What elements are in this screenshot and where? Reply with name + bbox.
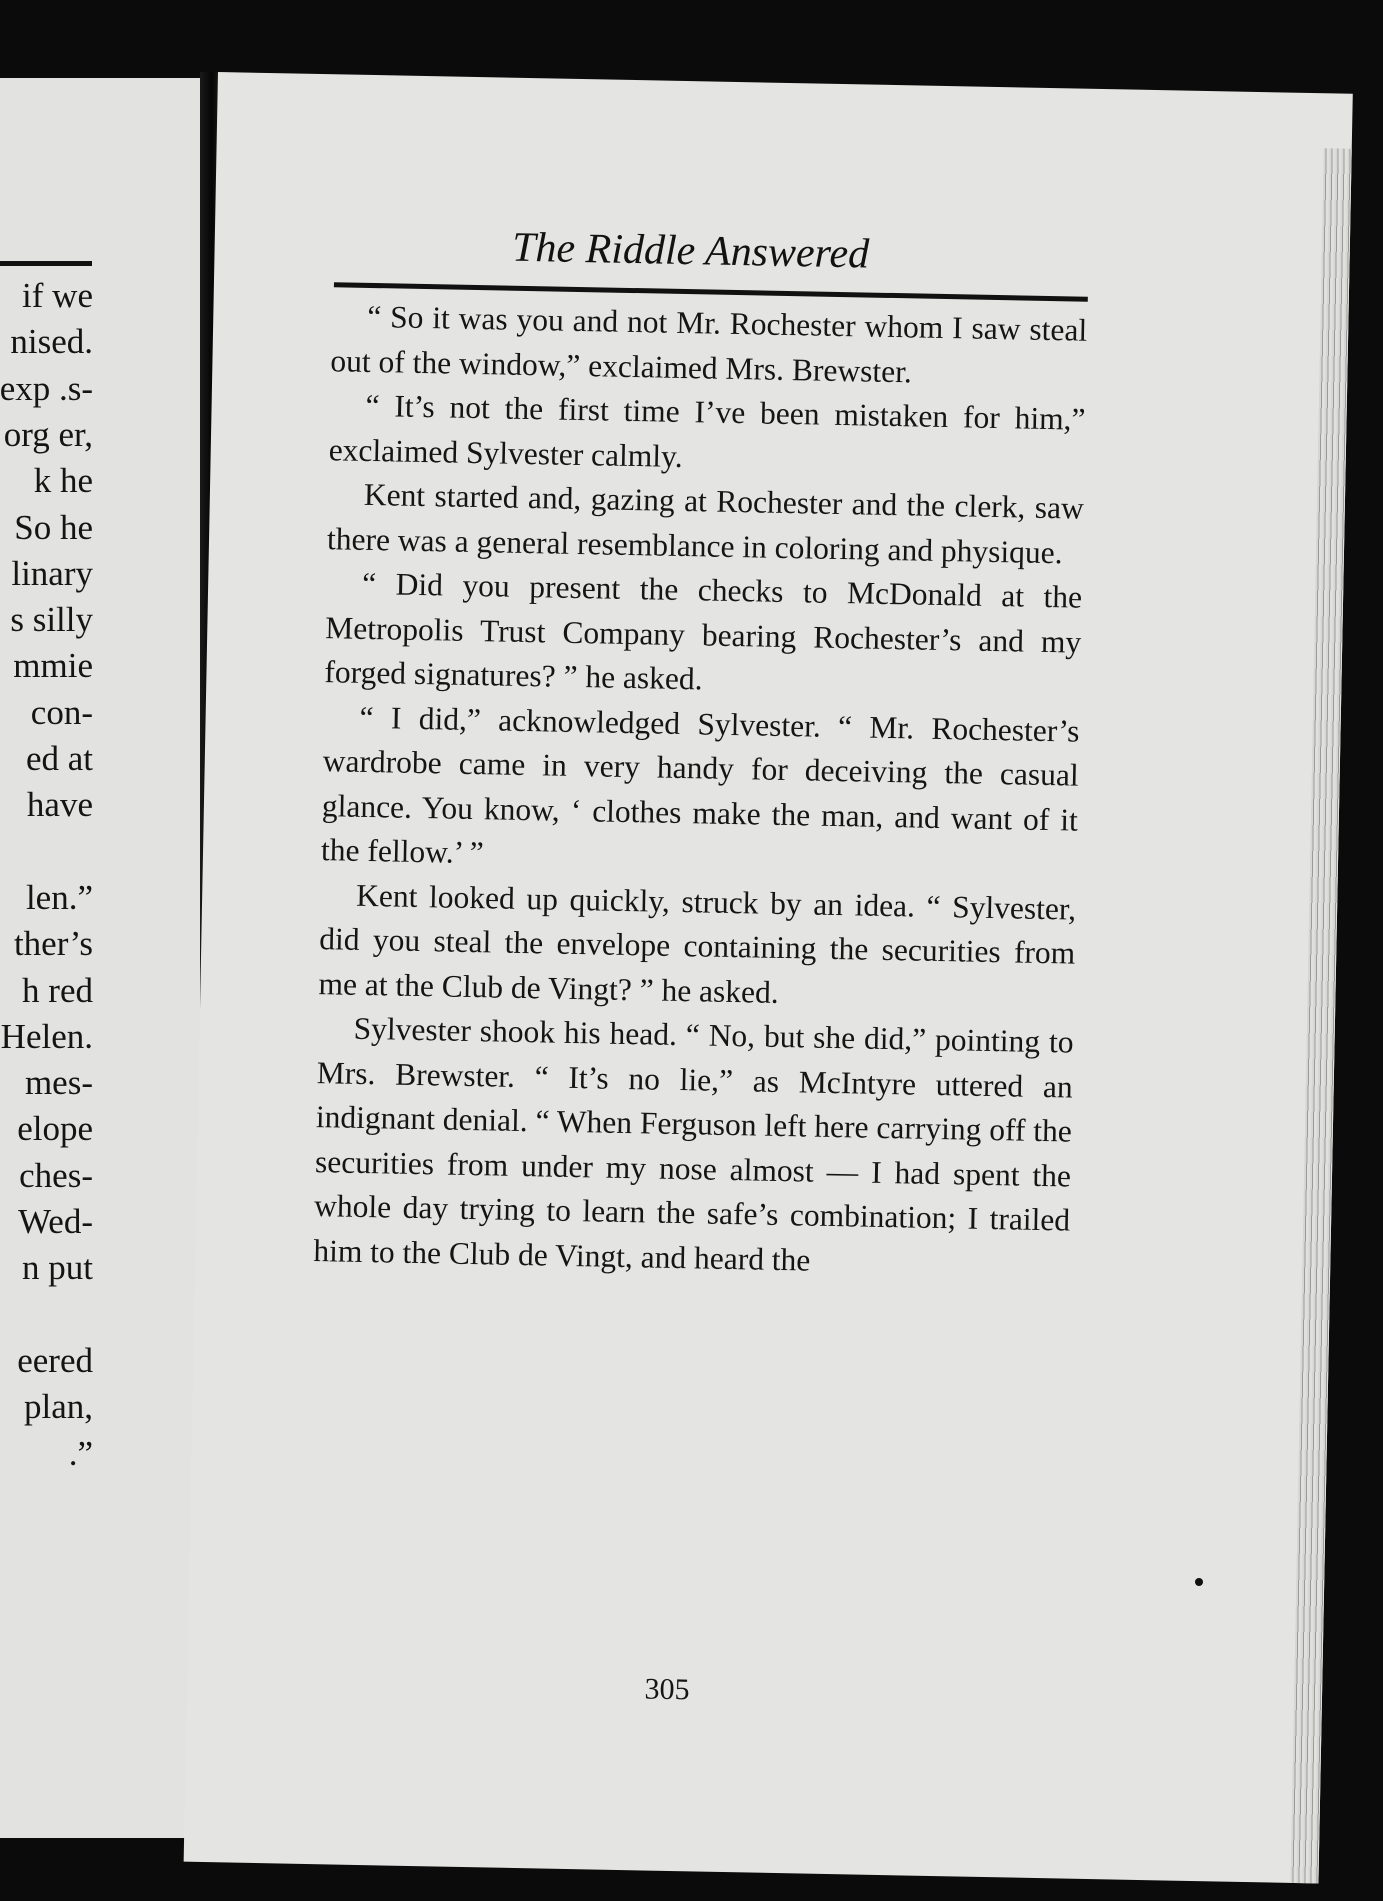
left-page-line: k he xyxy=(33,461,93,501)
paragraph: “ I did,” acknowledged Sylvester. “ Mr. Rochester’s wardrobe came in very handy for deceiving the casual glance. You know, ‘ clothes make the man, and want of it the fellow.’ ” xyxy=(320,699,1080,871)
left-page-line: nised. xyxy=(10,322,93,362)
paragraph: Sylvester shook his head. “ No, but she did,” pointing to Mrs. Brewster. “ It’s no lie,” as McIntyre uttered an indignant denial. “ When Ferguson left here carrying off the securities from under my nose almost — I had spent the whole day trying to learn the safe’s combination; I trailed him to the Club de Vingt, and heard the xyxy=(313,1010,1074,1278)
left-page-line: org er, xyxy=(3,414,93,454)
left-page-line: exp .s- xyxy=(0,368,93,408)
left-page-line: linary xyxy=(11,553,93,593)
left-page-line: So he xyxy=(14,507,93,547)
paragraph: Kent started and, gazing at Rochester and the clerk, saw there was a general resemblance in coloring and physique. xyxy=(326,476,1085,570)
left-page-line: eered xyxy=(17,1340,93,1380)
paragraph: “ So it was you and not Mr. Rochester whom I saw steal out of the window,” exclaimed Mrs. Brewster. xyxy=(330,298,1088,389)
left-page xyxy=(0,78,205,1838)
left-page-line: plan, xyxy=(23,1387,93,1427)
left-page-line: if we xyxy=(22,276,93,315)
left-page-line: con- xyxy=(30,692,93,732)
left-page-line: mes- xyxy=(24,1063,93,1103)
left-page-line: mmie xyxy=(13,646,93,686)
left-page-line: ed at xyxy=(25,739,93,778)
page-edges xyxy=(1290,148,1351,1883)
running-head: The Riddle Answered xyxy=(511,224,870,278)
scan-speck xyxy=(1195,1578,1203,1586)
paragraph: “ It’s not the first time I’ve been mistaken for him,” exclaimed Sylvester calmly. xyxy=(328,387,1086,474)
left-page-line: len.” xyxy=(25,877,93,917)
body-text xyxy=(313,294,1088,1287)
left-page-line: .” xyxy=(68,1433,93,1473)
left-page-line: ches- xyxy=(19,1155,93,1195)
left-page-line: n put xyxy=(22,1248,93,1288)
left-page-head-rule xyxy=(0,261,92,266)
right-page xyxy=(184,72,1353,1883)
left-page-line: elope xyxy=(17,1109,93,1149)
paragraph: “ Did you present the checks to McDonald at the Metropolis Trust Company bearing Rochester’s and my forged signatures? ” he asked. xyxy=(324,565,1083,697)
left-page-line: Wed- xyxy=(18,1202,93,1241)
left-page-line: s silly xyxy=(10,600,93,640)
paragraph: Kent looked up quickly, struck by an idea. “ Sylvester, did you steal the envelope containing the securities from me at the Club de Vingt? ” he asked. xyxy=(318,877,1077,1010)
page-number: 305 xyxy=(644,1672,690,1707)
left-page-line: ther’s xyxy=(13,924,93,964)
left-page-line: have xyxy=(26,785,93,825)
left-page-line: Helen. xyxy=(0,1016,93,1056)
left-page-line: h red xyxy=(22,970,93,1010)
